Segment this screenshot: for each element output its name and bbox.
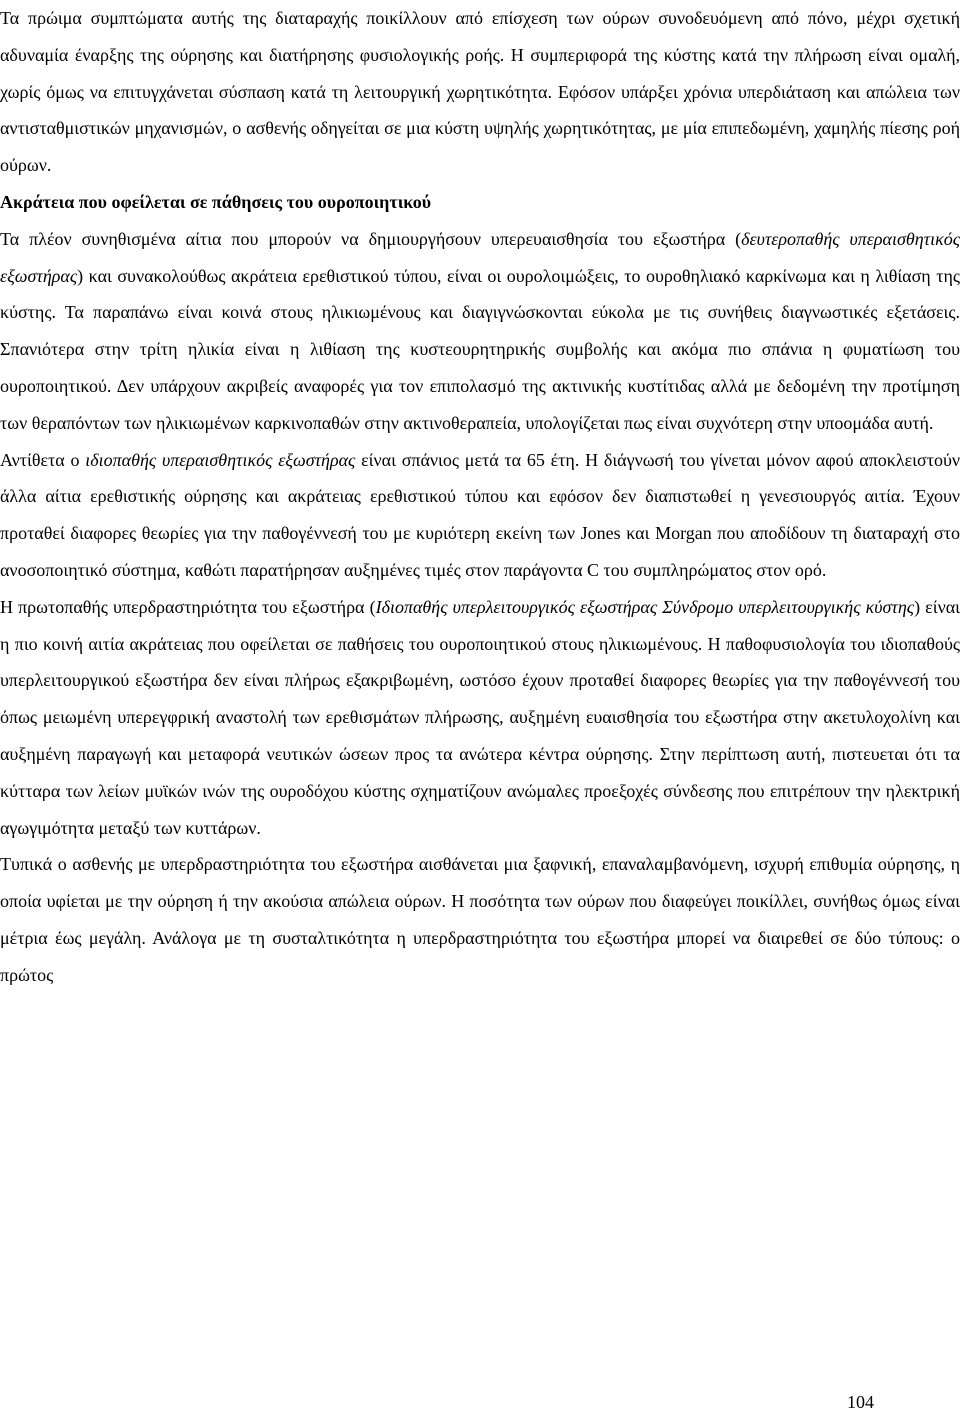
paragraph-text: Η πρωτοπαθής υπερδραστηριότητα του εξωστήρα (: [0, 596, 376, 617]
paragraph-idiopathic-detrusor: [0, 442, 960, 589]
italic-term: Ιδιοπαθής υπερλειτουργικός εξωστήρας Σύνδρομο υπερλειτουργικής κύστης: [375, 596, 915, 617]
paragraph-text: είναι σπάνιος μετά τα 65 έτη. Η διάγνωσή του γίνεται μόνον αφού αποκλειστούν άλλα αίτια ερεθιστικής ούρησης και ακράτειας ερεθιστικού τύπου και εφόσον δεν διαπιστωθεί η γενεσιουργός αιτία. Έχουν προταθεί διαφορες θεωρίες για την παθογέννεσή του με κυριότερη εκείνη των Jones και Morgan που αποδίδουν τη διαταραχή στο ανοσοποιητικό σύστημα, καθώτι παρατήρησαν αυξημένες τιμές στον παράγοντα C του συμπληρώματος στον ορό.: [0, 449, 960, 580]
italic-term: δευτεροπαθής υπεραισθητικός εξωστήρας: [0, 228, 960, 286]
paragraph-text: Τα πρώιμα συμπτώματα αυτής της διαταραχής ποικίλλουν από επίσχεση των ούρων συνοδευόμενη από πόνο, μέχρι σχετική αδυναμία έναρξης της ούρησης και διατήρησης φυσιολογικής ροής. Η συμπεριφορά της κύστης κατά την πλήρωση είναι ομαλή, χωρίς όμως να επιτυγχάνεται σύσπαση κατά τη λειτουργική χωρητικότητα. Εφόσον υπάρξει χρόνια υπερδιάταση και απώλεια των αντισταθμιστικών μηχανισμών, ο ασθενής οδηγείται σε μια κύστη υψηλής χωρητικότητας, με μία επιπεδωμένη, χαμηλής πίεσης ροή ούρων.: [0, 8, 960, 176]
paragraph-primary-overactivity: [0, 589, 960, 847]
paragraph-text: ) και συνακολούθως ακράτεια ερεθιστικού τύπου, είναι οι ουρολοιμώξεις, το ουροθηλιακό καρκίνωμα και η λιθίαση της κύστης. Τα παραπάνω είναι κοινά στους ηλικιωμένους και διαγιγνώσκονται εύκολα με τις συνήθεις διαγνωστικές εξετάσεις. Σπανιότερα στην τρίτη ηλικία είναι η λιθίαση της κυστεουρητηρικής συμβολής και ακόμα πιο σπάνια η φυματίωση του ουροποιητικού. Δεν υπάρχουν ακριβείς αναφορές για τον επιπολασμό της ακτινικής κυστίτιδας αλλά με δεδομένη την προτίμηση των θεραπόντων των ηλικιωμένων καρκινοπαθών στην ακτινοθεραπεία, υπολογίζεται πως είναι συχνότερη στην υποομάδα αυτή.: [0, 265, 960, 433]
paragraph-early-symptoms: [0, 0, 960, 184]
paragraph-text: Αντίθετα ο: [0, 449, 86, 470]
section-heading-urinary-tract-incontinence: Ακράτεια που οφείλεται σε πάθησεις του ουροποιητικού: [0, 191, 432, 212]
paragraph-text: Τα πλέον συνηθισμένα αίτια που μπορούν να δημιουργήσουν υπερευαισθησία του εξωστήρα (: [0, 228, 742, 249]
paragraph-text: Τυπικά ο ασθενής με υπερδραστηριότητα του εξωστήρα αισθάνεται μια ξαφνική, επαναλαμβανόμενη, ισχυρή επιθυμία ούρησης, η οποία υφίεται με την ούρηση ή την ακούσια απώλεια ούρων. Η ποσότητα των ούρων που διαφεύγει ποικίλλει, συνήθως όμως είναι μέτρια έως μεγάλη. Ανάλογα με τη συσταλτικότητα η υπερδραστηριότητα του εξωστήρα μπορεί να διαιρεθεί σε δύο τύπους: ο πρώτος: [0, 854, 960, 985]
paragraph-text: ) είναι η πιο κοινή αιτία ακράτειας που οφείλεται σε παθήσεις του ουροποιητικού στους ηλικιωμένους. Η παθοφυσιολογία του ιδιοπαθούς υπερλειτουργικού εξωστήρα δεν είναι πλήρως εξακριβωμένη, ωστόσο έχουν προταθεί διαφορες θεωρίες για την παθογέννεσή του όπως μειωμένη υπερεγφρική αναστολή των ερεθισμάτων πλήρωσης, αυξημένη ευαισθησία του εξωστήρα στην ακετυλοχολίνη και αυξημένη παραγωγή και μεταφορά νευτικών ώσεων προς τα ανώτερα κέντρα ούρησης. Στην περίπτωση αυτή, πιστευεται ότι τα κύτταρα των λείων μυϊκών ινών της ουροδόχου κύστης σχηματίζουν ανώμαλες προεξοχές σύνδεσης που επιτρέπουν την ηλεκτρική αγωγιμότητα μεταξύ των κυττάρων.: [0, 596, 960, 838]
italic-term: ιδιοπαθής υπεραισθητικός εξωστήρας: [85, 449, 356, 470]
page-number: 104: [847, 1392, 874, 1412]
paragraph-typical-patient: [0, 846, 960, 993]
paragraph-common-causes: [0, 221, 960, 442]
